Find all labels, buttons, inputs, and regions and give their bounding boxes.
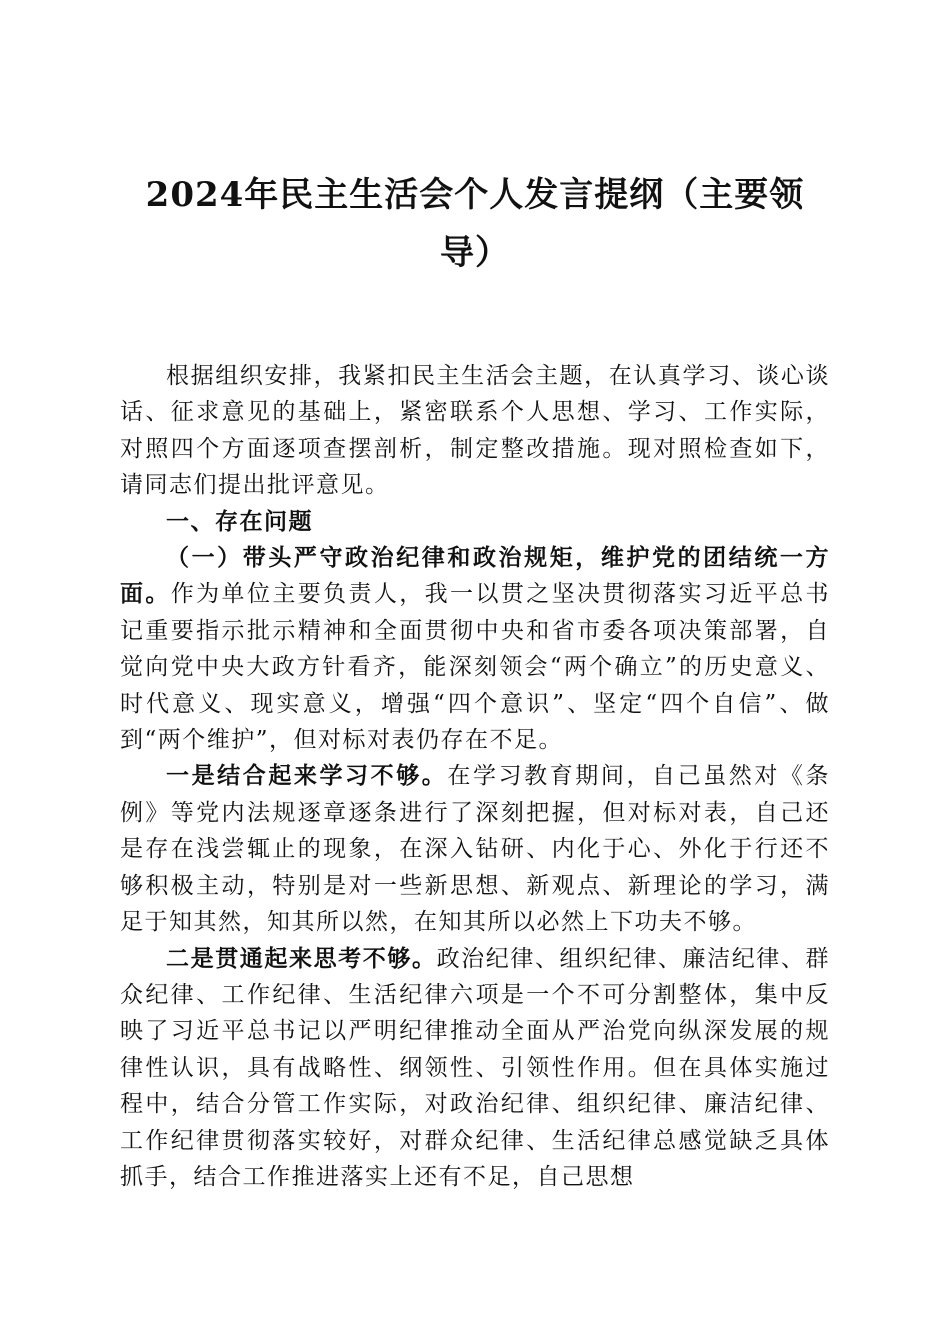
intro-paragraph: 根据组织安排，我紧扣民主生活会主题，在认真学习、谈心谈话、征求意见的基础上，紧密联系个人思想、学习、工作实际，对照四个方面逐项查摆剖析，制定整改措施。现对照检查如下，请同志们提出批评意见。 <box>120 363 830 499</box>
point-2-text: 政治纪律、组织纪律、廉洁纪律、群众纪律、工作纪律、生活纪律六项是一个不可分割整体，集中反映了习近平总书记以严明纪律推动全面从严治党向纵深发展的规律性认识，具有战略性、纲领性、引领性作用。但在具体实施过程中，结合分管工作实际，对政治纪律、组织纪律、廉洁纪律、工作纪律贯彻落实较好，对群众纪律、生活纪律总感觉缺乏具体抓手，结合工作推进落实上还有不足，自己思想 <box>120 945 831 1190</box>
subsection-1-paragraph <box>120 540 830 758</box>
document-body <box>120 358 830 1195</box>
point-2-lead: 二是贯通起来思考不够。 <box>166 944 437 972</box>
subsection-1-lead: （一）带头严守政治纪律和政治规矩，维护党的团结统一方面。 <box>120 544 830 608</box>
document-title: 2024年民主生活会个人发言提纲（主要领导） <box>145 175 805 273</box>
point-2-paragraph <box>120 941 830 1196</box>
point-1-lead: 一是结合起来学习不够。 <box>166 762 448 790</box>
point-1-text: 在学习教育期间，自己虽然对《条例》等党内法规逐章逐条进行了深刻把握，但对标对表，自己还是存在浅尝辄止的现象，在深入钻研、内化于心、外化于行还不够积极主动，特别是对一些新思想、新观点、新理论的学习，满足于知其然，知其所以然，在知其所以必然上下功夫不够。 <box>120 763 831 936</box>
section-heading: 一、存在问题 <box>166 507 313 535</box>
point-1-paragraph <box>120 758 830 940</box>
subsection-1-text: 作为单位主要负责人，我一以贯之坚决贯彻落实习近平总书记重要指示批示精神和全面贯彻中央和省市委各项决策部署，自觉向党中央大政方针看齐，能深刻领会“两个确立”的历史意义、时代意义、现实意义，增强“四个意识”、坚定“四个自信”、做到“两个维护”，但对标对表仍存在不足。 <box>120 581 831 754</box>
